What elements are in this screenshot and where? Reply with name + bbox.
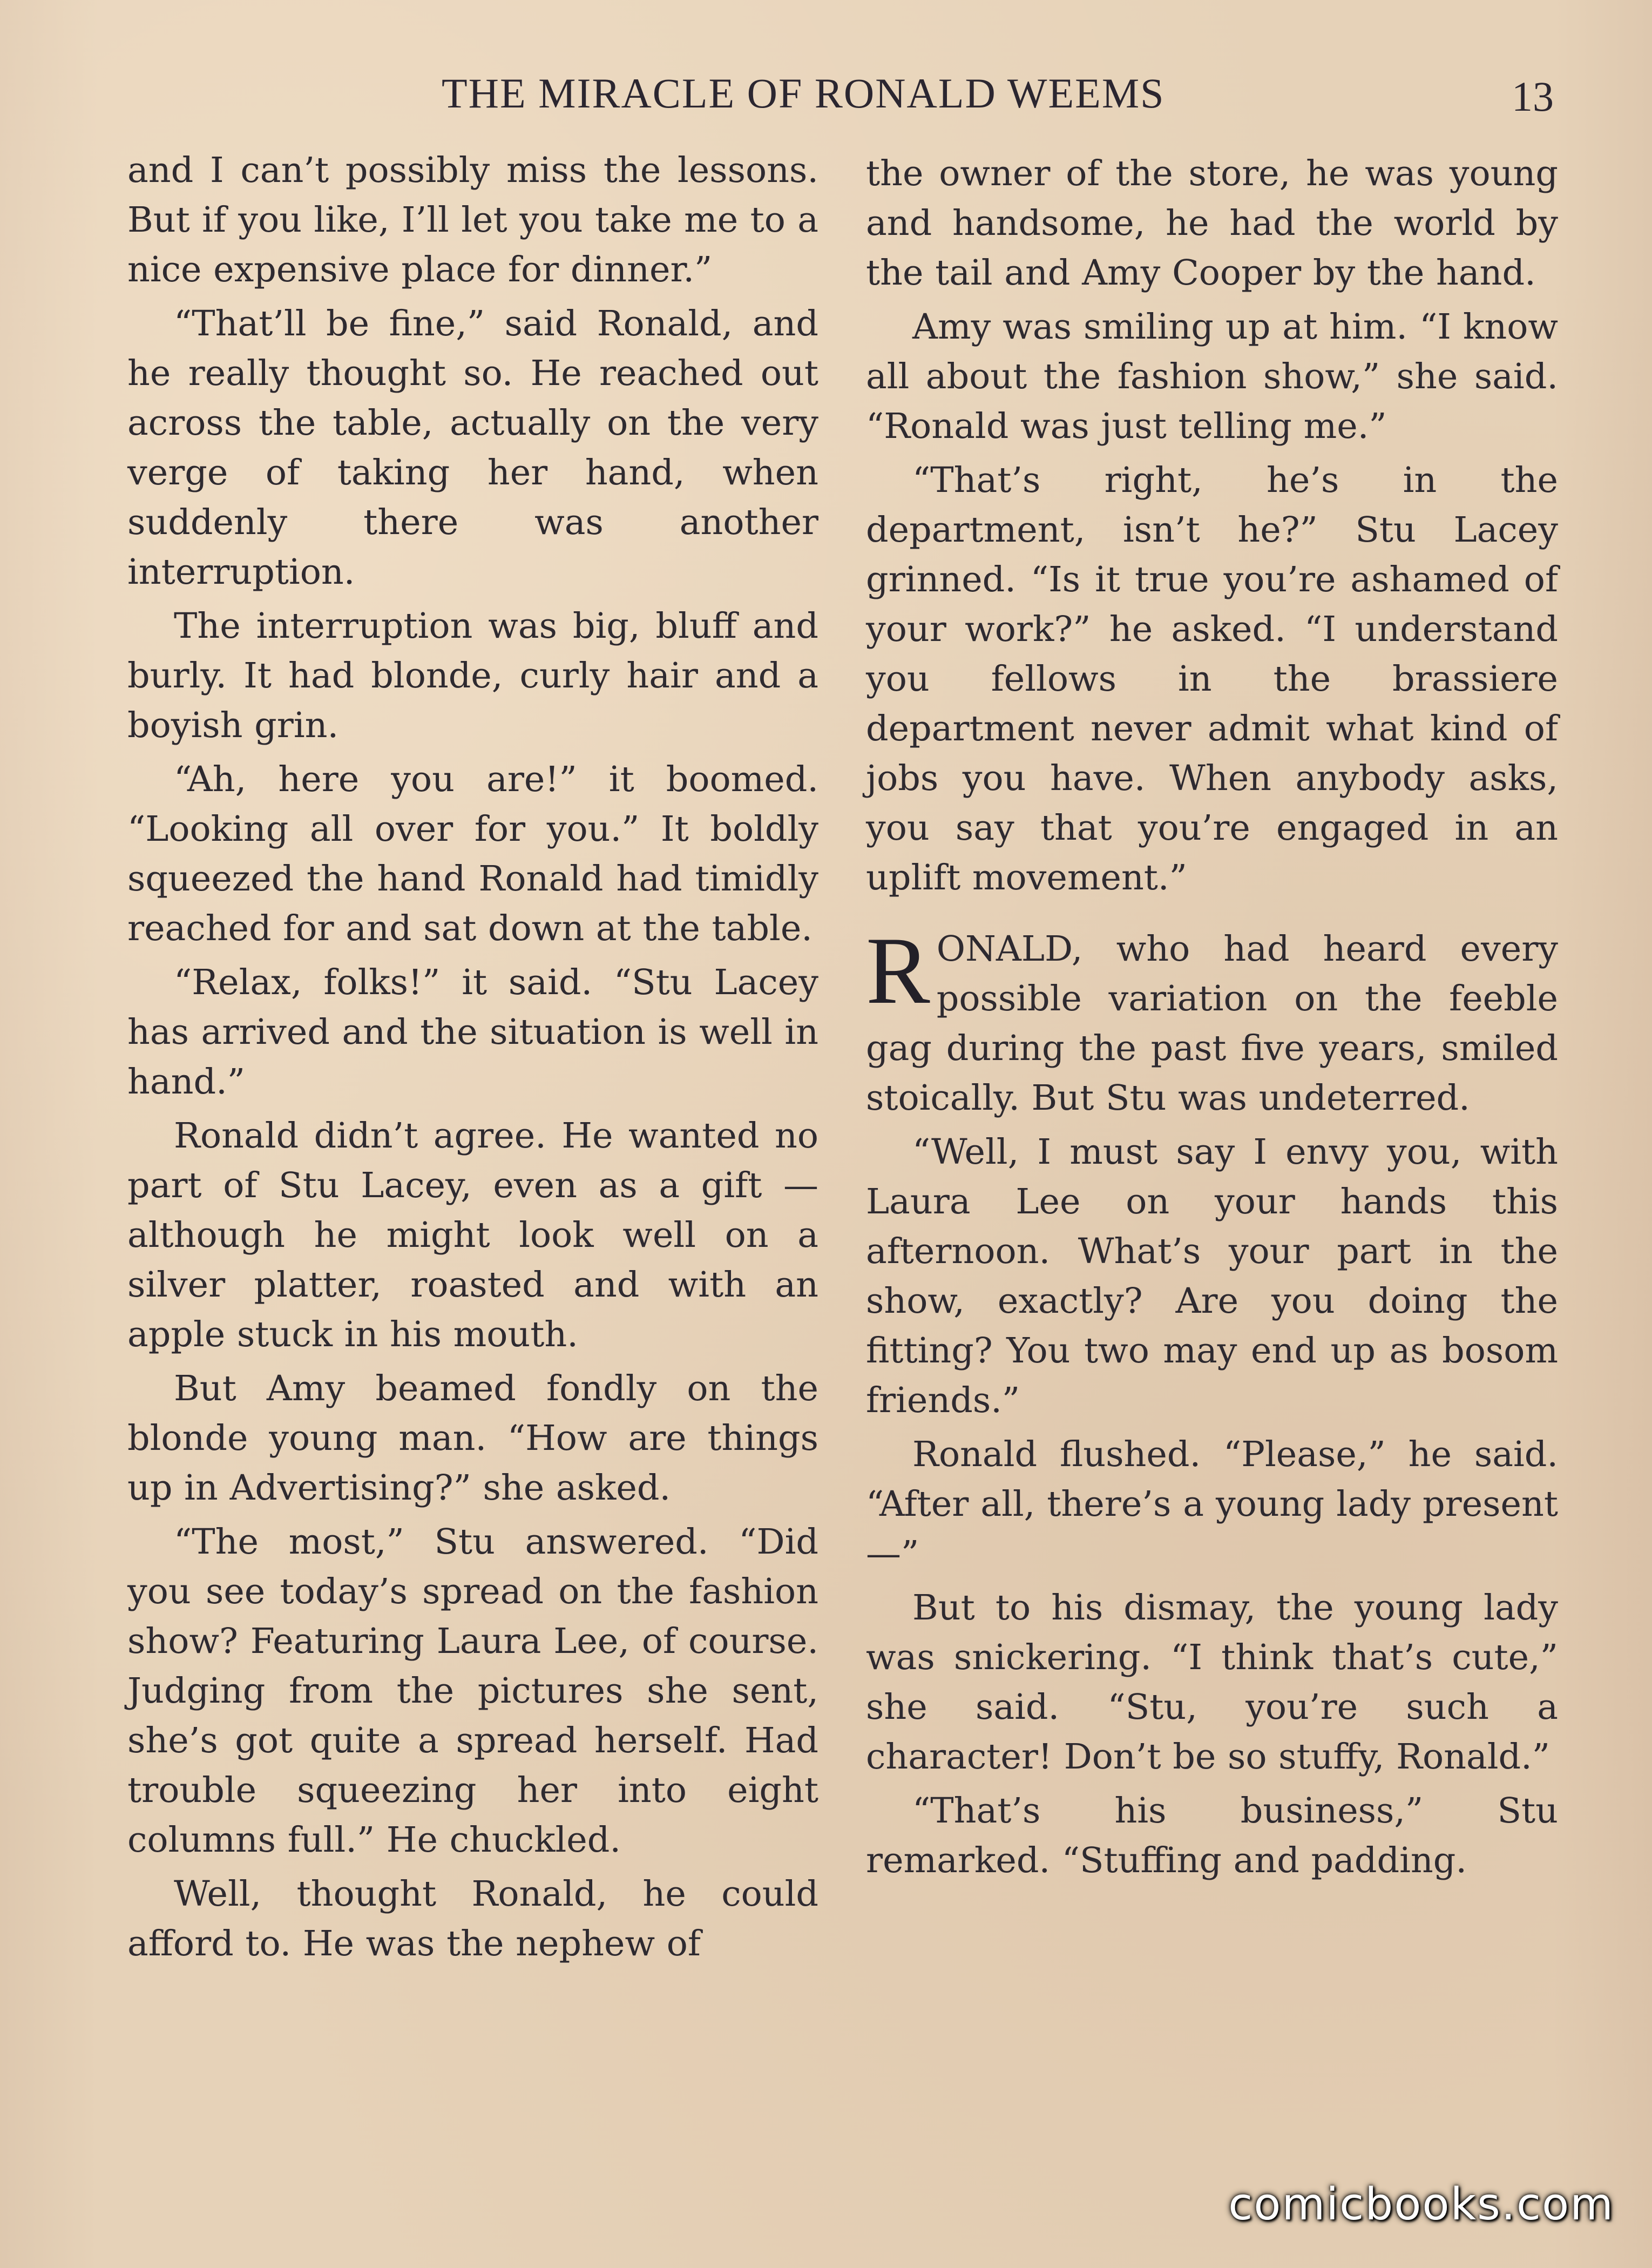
paragraph: But Amy beamed fondly on the blonde young man. “How are things up in Advertising?” she asked. [127,1368,818,1508]
watermark: comicbooks.com [1228,2179,1614,2230]
drop-cap: R [866,917,930,1024]
paragraph: The interruption was big, bluff and burly. It had blonde, curly hair and a boyish grin. [127,606,818,746]
paragraph: “That’s right, he’s in the department, isn’t he?” Stu Lacey grinned. “Is it true you’re ashamed of your work?” he asked. “I understand you fellows in the brassiere department never admit what kind of jobs you have. When anybody asks, you say that you’re engaged in an uplift movement.” [866,460,1558,898]
paragraph: “That’ll be fine,” said Ronald, and he really thought so. He reached out across the table, actually on the very verge of taking her hand, when suddenly there was another interruption. [127,303,818,592]
running-title: THE MIRACLE OF RONALD WEEMS [442,70,1165,117]
page-number: 13 [1512,73,1554,120]
paragraph: But to his dismay, the young lady was snickering. “I think that’s cute,” she said. “Stu, you’re such a character! Don’t be so stuffy, Ronald.” [866,1588,1558,1777]
paragraph: Amy was smiling up at him. “I know all about the fashion show,” she said. “Ronald was just telling me.” [866,307,1558,447]
right-column [866,149,1558,1890]
paragraph: “Relax, folks!” it said. “Stu Lacey has arrived and the situation is well in hand.” [127,962,818,1102]
paragraph: and I can’t possibly miss the lessons. But if you like, I’ll let you take me to a nice expensive place for dinner.” [127,150,818,290]
paragraph-text: ONALD, who had heard every possible variation on the feeble gag during the past five years, smiled stoically. But Stu was undeterred. [866,929,1558,1118]
paragraph: the owner of the store, he was young and handsome, he had the world by the tail and Amy Cooper by the hand. [866,153,1558,293]
left-column [127,146,818,1973]
page-header [0,69,1652,129]
paragraph: “The most,” Stu answered. “Did you see today’s spread on the fashion show? Featuring Laura Lee, of course. Judging from the pictures she sent, she’s got quite a spread herself. Had trouble squeezing her into eight columns full.” He chuckled. [127,1522,818,1860]
paragraph: “Well, I must say I envy you, with Laura Lee on your hands this afternoon. What’s your part in the show, exactly? Are you doing the fitting? You two may end up as bosom friends.” [866,1132,1558,1421]
section-start-paragraph [866,917,1558,1123]
paragraph: Ronald flushed. “Please,” he said. “After all, there’s a young lady present —” [866,1434,1558,1574]
paragraph: “That’s his business,” Stu remarked. “Stuffing and padding. [866,1791,1558,1881]
paragraph: “Ah, here you are!” it boomed. “Looking all over for you.” It boldly squeezed the hand Ronald had timidly reached for and sat down at the table. [127,759,818,949]
paragraph: Ronald didn’t agree. He wanted no part of Stu Lacey, even as a gift — although he might look well on a silver platter, roasted and with an apple stuck in his mouth. [127,1116,818,1355]
paragraph: Well, thought Ronald, he could afford to. He was the nephew of [127,1874,818,1964]
